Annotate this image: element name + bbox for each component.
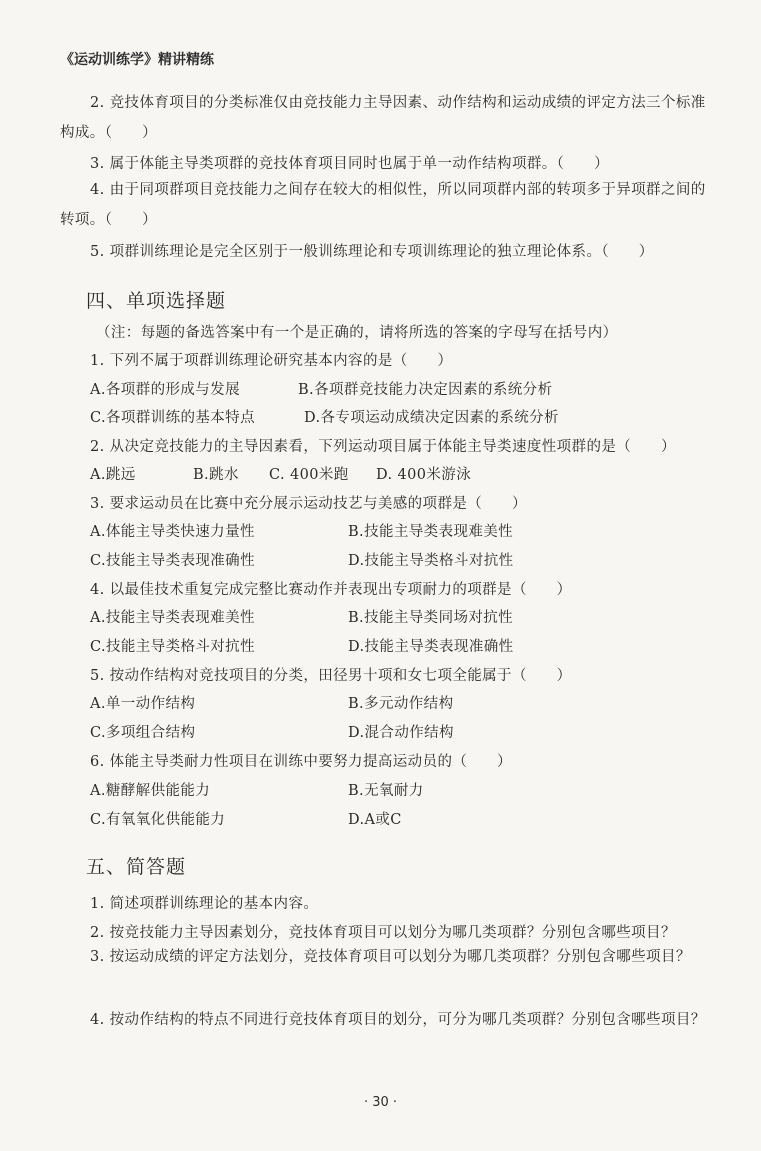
- choice-question-1-option-d: D.各专项运动成绩决定因素的系统分析: [304, 410, 559, 426]
- section-title-short-answer: 五、简答题: [86, 856, 187, 878]
- short-answer-question-2: 2. 按竞技能力主导因素划分，竞技体育项目可以划分为哪几类项群？分别包含哪些项目？: [90, 925, 676, 941]
- choice-question-5-stem: 5. 按动作结构对竞技项目的分类，田径男十项和女七项全能属于（ ）: [90, 668, 572, 684]
- choice-question-3-option-a: A.体能主导类快速力量性: [90, 524, 255, 540]
- choice-question-6-stem: 6. 体能主导类耐力性项目在训练中要努力提高运动员的（ ）: [90, 754, 512, 770]
- choice-question-2-option-d: D. 400米游泳: [376, 467, 472, 483]
- short-answer-question-1: 1. 简述项群训练理论的基本内容。: [90, 896, 319, 912]
- choice-question-1-option-b: B.各项群竞技能力决定因素的系统分析: [298, 382, 553, 398]
- single-choice-note: （注：每题的备选答案中有一个是正确的，请将所选的答案的字母写在括号内）: [96, 325, 618, 341]
- choice-question-5-option-c: C.多项组合结构: [90, 725, 196, 741]
- choice-question-6-option-d: D.A或C: [348, 812, 402, 828]
- choice-question-4-option-b: B.技能主导类同场对抗性: [348, 610, 514, 626]
- page-header: 《运动训练学》精讲精练: [60, 52, 214, 68]
- choice-question-5-option-d: D.混合动作结构: [348, 725, 454, 741]
- judgement-question-5: 5. 项群训练理论是完全区别于一般训练理论和专项训练理论的独立理论体系。（ ）: [90, 244, 654, 260]
- judgement-question-4: 4. 由于同项群项目竞技能力之间存在较大的相似性，所以同项群内部的转项多于异项群之间的转项。（ ）: [60, 182, 706, 228]
- choice-question-4-stem: 4. 以最佳技术重复完成完整比赛动作并表现出专项耐力的项群是（ ）: [90, 582, 572, 598]
- short-answer-question-3: 3. 按运动成绩的评定方法划分，竞技体育项目可以划分为哪几类项群？分别包含哪些项目？: [90, 949, 691, 965]
- choice-question-3-option-c: C.技能主导类表现准确性: [90, 553, 255, 569]
- choice-question-6-option-c: C.有氧氧化供能能力: [90, 812, 226, 828]
- page-number: · 30 ·: [363, 1095, 398, 1110]
- short-answer-question-4: 4. 按动作结构的特点不同进行竞技体育项目的划分，可分为哪几类项群？分别包含哪些项目？: [90, 1012, 706, 1028]
- choice-question-3-option-d: D.技能主导类格斗对抗性: [348, 553, 514, 569]
- choice-question-2-option-b: B.跳水: [193, 467, 239, 483]
- judgement-question-2: 2. 竞技体育项目的分类标准仅由竞技能力主导因素、动作结构和运动成绩的评定方法三个标准构成。（ ）: [60, 95, 706, 141]
- choice-question-3-stem: 3. 要求运动员在比赛中充分展示运动技艺与美感的项群是（ ）: [90, 496, 527, 512]
- choice-question-2-option-a: A.跳远: [90, 467, 136, 483]
- choice-question-4-option-d: D.技能主导类表现准确性: [348, 639, 514, 655]
- choice-question-4-option-a: A.技能主导类表现难美性: [90, 610, 255, 626]
- choice-question-3-option-b: B.技能主导类表现难美性: [348, 524, 514, 540]
- choice-question-1-stem: 1. 下列不属于项群训练理论研究基本内容的是（ ）: [90, 353, 453, 369]
- judgement-question-3: 3. 属于体能主导类项群的竞技体育项目同时也属于单一动作结构项群。（ ）: [90, 156, 609, 172]
- choice-question-2-stem: 2. 从决定竞技能力的主导因素看，下列运动项目属于体能主导类速度性项群的是（ ）: [90, 439, 676, 455]
- choice-question-6-option-a: A.糖酵解供能能力: [90, 783, 211, 799]
- choice-question-5-option-b: B.多元动作结构: [348, 696, 454, 712]
- choice-question-1-option-a: A.各项群的形成与发展: [90, 382, 240, 398]
- choice-question-6-option-b: B.无氧耐力: [348, 783, 424, 799]
- section-title-single-choice: 四、单项选择题: [86, 290, 227, 312]
- choice-question-5-option-a: A.单一动作结构: [90, 696, 196, 712]
- choice-question-1-option-c: C.各项群训练的基本特点: [90, 410, 255, 426]
- choice-question-4-option-c: C.技能主导类格斗对抗性: [90, 639, 255, 655]
- choice-question-2-option-c: C. 400米跑: [269, 467, 349, 483]
